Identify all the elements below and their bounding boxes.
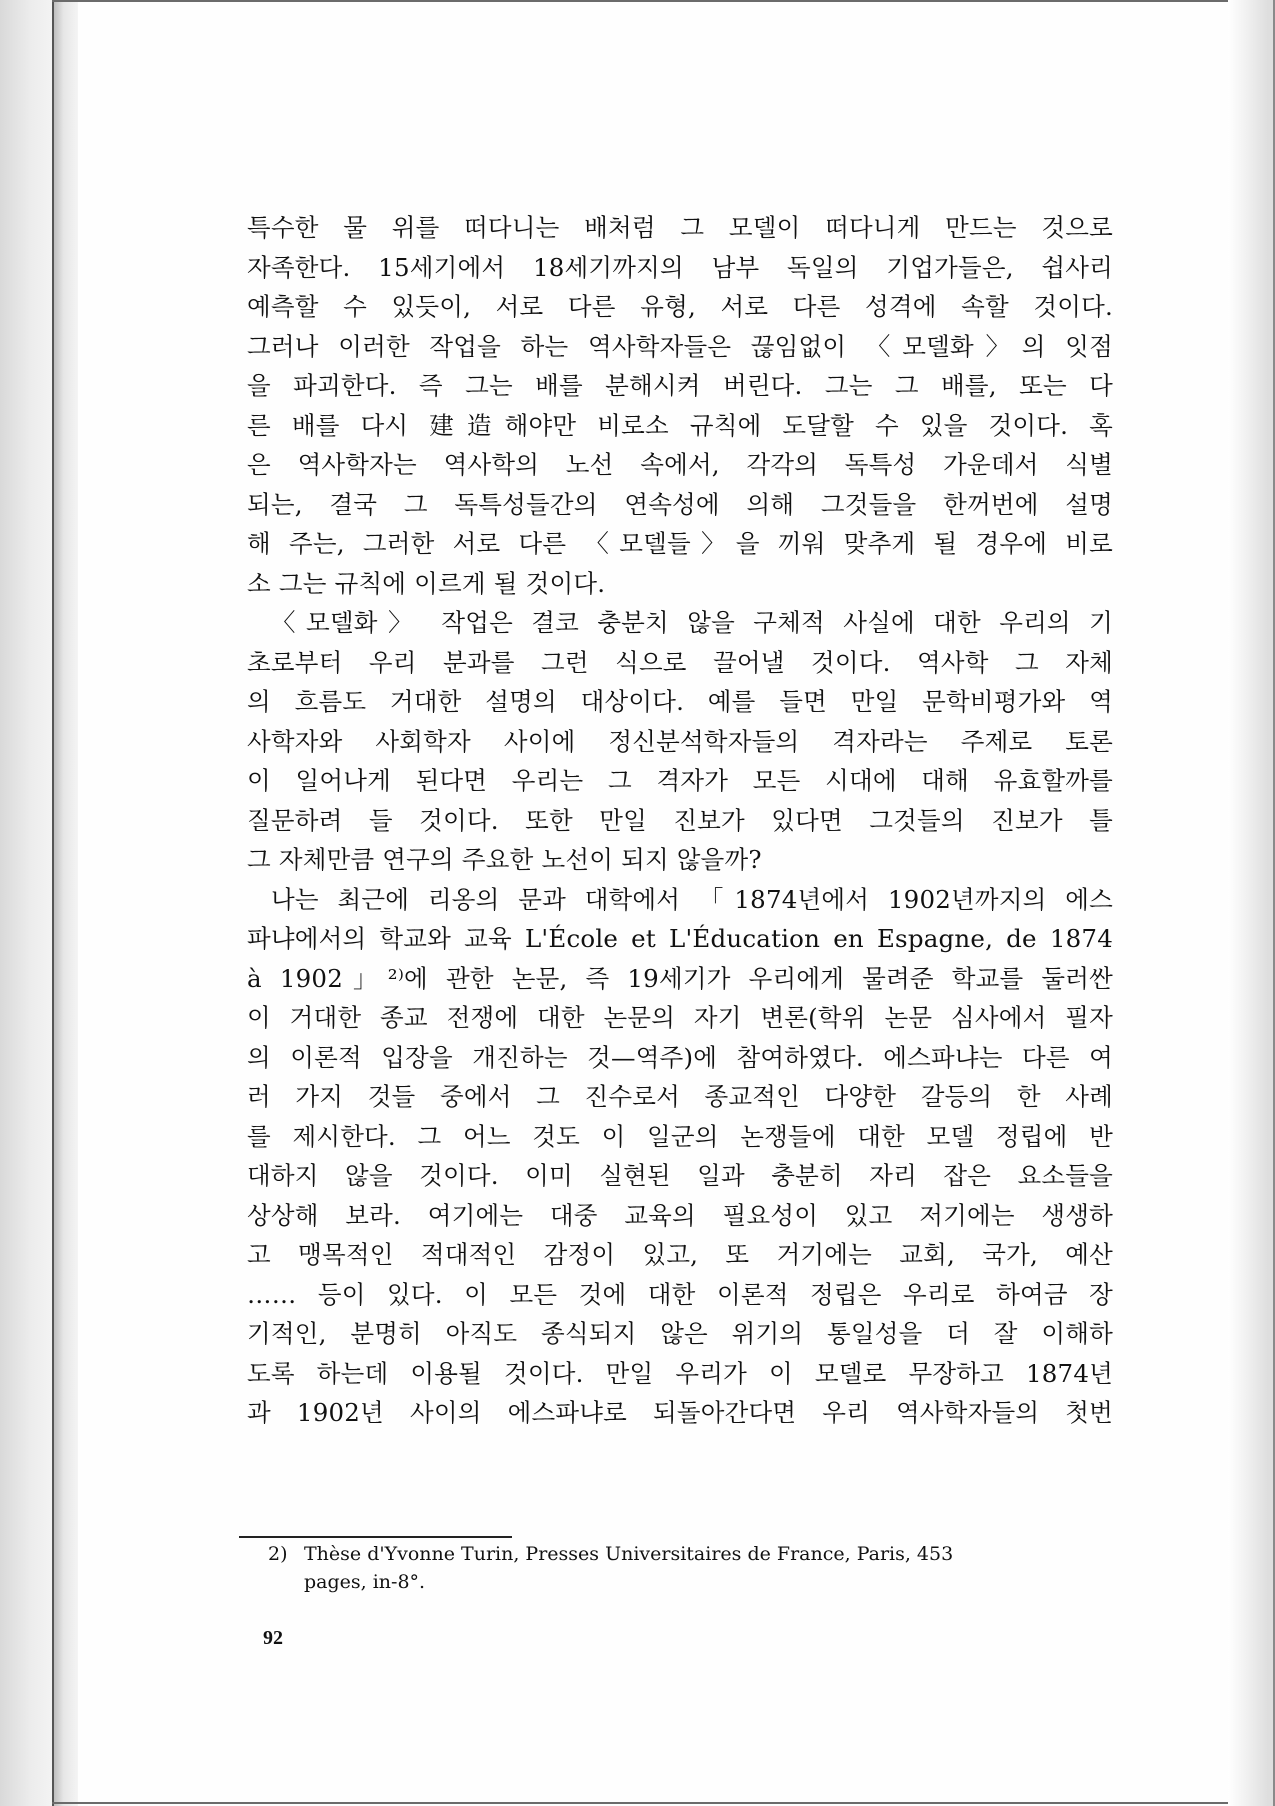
text-line: 그러나 이러한 작업을 하는 역사학자들은 끊임없이 〈모델화〉의 잇점 (247, 331, 1113, 361)
text-line: 소 그는 규칙에 이르게 될 것이다. (247, 568, 606, 598)
page-top-edge (52, 0, 1262, 2)
footnote (268, 1540, 1088, 1596)
text-line: 질문하려 들 것이다. 또한 만일 진보가 있다면 그것들의 진보가 틀 (247, 805, 1113, 835)
text-line: …… 등이 있다. 이 모든 것에 대한 이론적 정립은 우리로 하여금 장 (247, 1279, 1113, 1309)
text-line: 의 이론적 입장을 개진하는 것—역주)에 참여하였다. 에스파냐는 다른 여 (247, 1042, 1113, 1072)
text-line: 의 흐름도 거대한 설명의 대상이다. 예를 들면 만일 문학비평가와 역 (247, 687, 1113, 716)
text-line: 파냐에서의 학교와 교육 L'École et L'Éducation en Espagne, de 1874 (247, 924, 1113, 953)
text-line: 을 파괴한다. 즉 그는 배를 분해시켜 버린다. 그는 그 배를, 또는 다 (247, 371, 1113, 400)
page-right-edge (1228, 0, 1275, 1806)
text-line: 그 자체만큼 연구의 주요한 노선이 되지 않을까? (247, 845, 762, 874)
text-line: 이 거대한 종교 전쟁에 대한 논문의 자기 변론(학위 논문 심사에서 필자 (247, 1003, 1113, 1032)
footnote-divider (239, 1536, 512, 1538)
text-line: 상상해 보라. 여기에는 대중 교육의 필요성이 있고 저기에는 생생하 (247, 1200, 1113, 1230)
text-line: 은 역사학자는 역사학의 노선 속에서, 각각의 독특성 가운데서 식별 (247, 450, 1113, 479)
text-line: 초로부터 우리 분과를 그런 식으로 끌어낼 것이다. 역사학 그 자체 (247, 647, 1113, 677)
text-line: 대하지 않을 것이다. 이미 실현된 일과 충분히 자리 잡은 요소들을 (247, 1161, 1113, 1190)
book-spine (52, 0, 78, 1806)
text-line: 자족한다. 15세기에서 18세기까지의 남부 독일의 기업가들은, 쉽사리 (247, 252, 1113, 282)
page-number: 92 (263, 1627, 283, 1649)
text-line: 이 일어나게 된다면 우리는 그 격자가 모든 시대에 대해 유효할까를 (247, 766, 1113, 795)
paragraph-first-line: 〈모델화〉 작업은 결코 충분치 않을 구체적 사실에 대한 우리의 기 (271, 608, 1113, 637)
paragraph-first-line: 나는 최근에 리옹의 문과 대학에서 「1874년에서 1902년까지의 에스 (271, 884, 1113, 914)
text-line: 예측할 수 있듯이, 서로 다른 유형, 서로 다른 성격에 속할 것이다. (247, 292, 1113, 321)
body-text (247, 208, 1113, 1433)
text-line: 해 주는, 그러한 서로 다른 〈모델들〉을 끼워 맞추게 될 경우에 비로 (247, 529, 1113, 558)
text-line: à 1902」²⁾에 관한 논문, 즉 19세기가 우리에게 물려준 학교를 둘러싼 (247, 963, 1113, 993)
text-line: 사학자와 사회학자 사이에 정신분석학자들의 격자라는 주제로 토론 (247, 726, 1113, 756)
text-line: 되는, 결국 그 독특성들간의 연속성에 의해 그것들을 한꺼번에 설명 (247, 489, 1113, 519)
footnote-line: Thèse d'Yvonne Turin, Presses Universitaires de France, Paris, 453 (304, 1543, 954, 1565)
text-line: 도록 하는데 이용될 것이다. 만일 우리가 이 모델로 무장하고 1874년 (247, 1358, 1113, 1388)
text-line: 러 가지 것들 중에서 그 진수로서 종교적인 다양한 갈등의 한 사례 (247, 1082, 1113, 1111)
text-line: 특수한 물 위를 떠다니는 배처럼 그 모델이 떠다니게 만드는 것으로 (247, 213, 1113, 242)
text-line: 른 배를 다시 建造해야만 비로소 규칙에 도달할 수 있을 것이다. 혹 (247, 410, 1113, 440)
text-line: 고 맹목적인 적대적인 감정이 있고, 또 거기에는 교회, 국가, 예산 (247, 1240, 1113, 1269)
text-line: 과 1902년 사이의 에스파냐로 되돌아간다면 우리 역사학자들의 첫번 (247, 1398, 1113, 1427)
page-bottom-edge (52, 1802, 1262, 1804)
footnote-line: pages, in-8°. (304, 1571, 426, 1593)
text-line: 를 제시한다. 그 어느 것도 이 일군의 논쟁들에 대한 모델 정립에 반 (247, 1121, 1113, 1151)
text-line: 기적인, 분명히 아직도 종식되지 않은 위기의 통일성을 더 잘 이해하 (247, 1319, 1113, 1348)
footnote-marker: 2) (268, 1543, 288, 1565)
